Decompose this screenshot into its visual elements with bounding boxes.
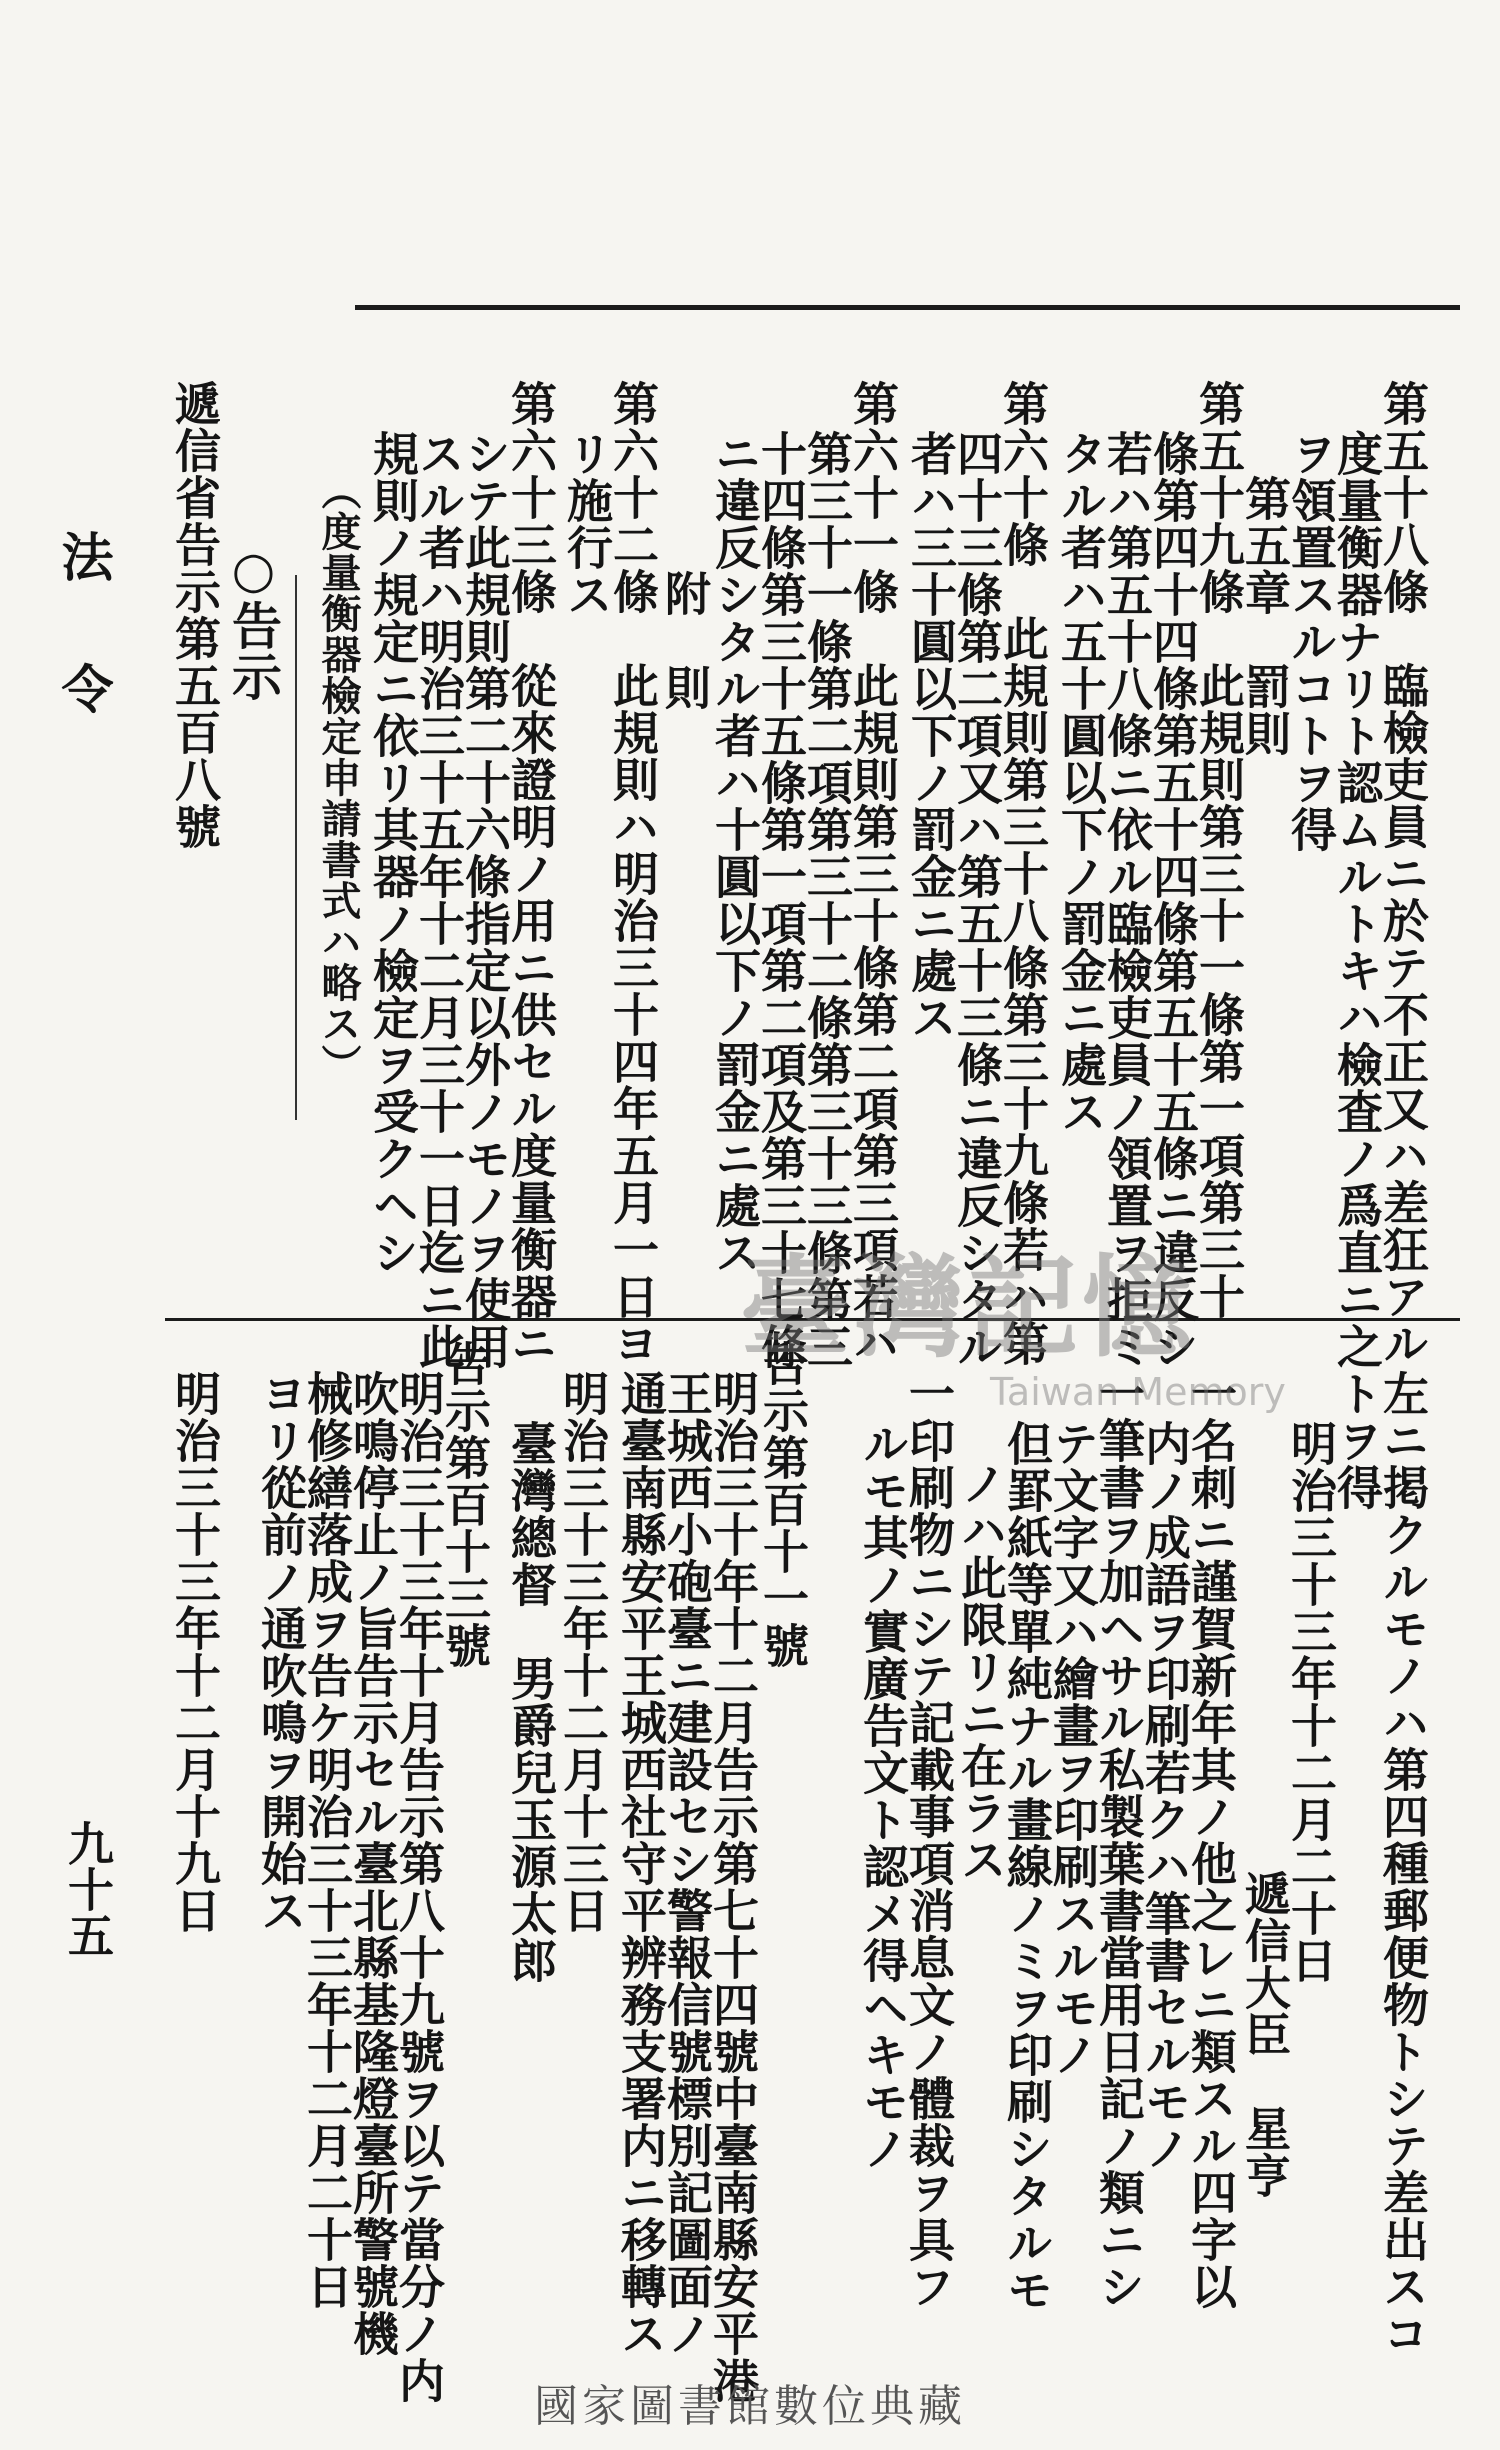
lower-col: 内ノ成語ヲ印刷若クハ筆書セルモノ: [1138, 1420, 1192, 2172]
notice-divider: [295, 575, 297, 1120]
upper-col: （度量衡器檢定申請書式ハ略ス）: [315, 470, 362, 1085]
upper-col: ニ違反シタル者ハ十圓以下ノ罰金ニ處ス: [708, 430, 762, 1276]
upper-col: 十四條第三十五條第一項第二項及第三十七條: [754, 430, 808, 1370]
upper-col: 者ハ三十圓以下ノ罰金ニ處ス: [904, 430, 958, 1041]
page-number: 九十五: [61, 1820, 115, 1958]
upper-col: 四十三條第二項又ハ第五十三條ニ違反シタル: [950, 430, 1004, 1370]
lower-col: 告示第百十三號: [438, 1340, 492, 1669]
upper-col: 遞信省告示第五百八號: [168, 380, 222, 850]
upper-col: 度量衡器ナリト認ムルトキハ檢査ノ爲直ニ之: [1330, 430, 1384, 1370]
lower-col: 遞信大臣 星亨: [1238, 1870, 1292, 2199]
watermark-text: 臺灣記憶: [740, 1244, 1196, 1372]
lower-col: 明治三十三年十二月十三日: [556, 1370, 610, 1934]
upper-col: ヲ領置スルコトヲ得: [1284, 430, 1338, 853]
upper-col: 條第四十四條第五十四條第五十五條ニ違反シ: [1146, 430, 1200, 1370]
upper-col: 若ハ第五十八條ニ依ル臨檢吏員ノ領置ヲ拒ミ: [1100, 430, 1154, 1370]
lower-col: 明治三十三年十月告示第八十九號ヲ以テ當分ノ内: [392, 1370, 446, 2404]
upper-col: 第五十九條 此規則第三十一條第一項第三十: [1192, 380, 1246, 1320]
lower-col: ヨリ從前ノ通吹鳴ヲ開始ス: [254, 1370, 308, 1934]
lower-col: テ文字又ハ繪畫ヲ印刷スルモノ: [1046, 1420, 1100, 2078]
top-rule: [355, 305, 1460, 310]
lower-col: 明治三十年十二月告示第七十四號中臺南縣安平港: [706, 1370, 760, 2404]
lower-col: 明治三十三年十二月十九日: [168, 1370, 222, 1934]
upper-col: リ施行ス: [560, 430, 614, 618]
upper-col: 第五章 罰則: [1238, 475, 1292, 757]
lower-col: トヲ得: [1330, 1370, 1384, 1511]
upper-col: 第六十條 此規則第三十八條第三十九條若ハ第: [996, 380, 1050, 1367]
lower-col: 但罫紙等單純ナル畫線ノミヲ印刷シタルモ: [1000, 1420, 1054, 2313]
lower-col: 一筆書ヲ加ヘサル私製葉書當用日記ノ類ニシ: [1092, 1370, 1146, 2310]
upper-col: 第六十三條 從來證明ノ用ニ供セル度量衡器ニ: [504, 380, 558, 1367]
upper-col: 第三十一條第二項第三十二條第三十三條第三: [800, 430, 854, 1370]
upper-col: シテ此規則第二十六條指定以外ノモノヲ使用: [458, 430, 512, 1370]
footer-credit: 國家圖書館數位典藏: [534, 2381, 966, 2432]
lower-col: 吹鳴停止ノ旨告示セル臺北縣基隆燈臺所警號機: [346, 1370, 400, 2357]
watermark: [740, 1220, 1286, 1414]
watermark-subtext: Taiwan Memory: [990, 1370, 1286, 1414]
lower-col: 臺灣總督 男爵兒玉源太郎: [504, 1420, 558, 1984]
upper-col: 附 則: [658, 570, 712, 711]
lower-col: 明治三十三年十二月二十日: [1284, 1420, 1338, 1984]
lower-col: 械修繕落成ヲ告ケ明治三十三年十二月二十日: [300, 1370, 354, 2310]
upper-col: タル者ハ五十圓以下ノ罰金ニ處ス: [1054, 430, 1108, 1135]
lower-col: 通臺南縣安平王城西社守平辨務支署内ニ移轉ス: [614, 1370, 668, 2357]
upper-col: 第五十八條 臨檢吏員ニ於テ不正又ハ差狂アル: [1376, 380, 1430, 1367]
notice-heading: ○告示: [224, 540, 283, 702]
lower-col: ルモ其ノ實廣告文ト認メ得ヘキモノ: [856, 1420, 910, 2172]
lower-col: 一印刷物ニシテ記載事項消息文ノ體裁ヲ具フ: [902, 1370, 956, 2310]
page-header: 法令: [52, 530, 113, 794]
lower-col: 告示第百十一號: [756, 1340, 810, 1669]
upper-col: 規則ノ規定ニ依リ其器ノ檢定ヲ受クヘシ: [366, 430, 420, 1276]
upper-col: 第六十一條 此規則第三十條第二項第三項若ハ: [846, 380, 900, 1367]
lower-col: 王城西小砲臺ニ建設セシ警報信號標別記圖面ノ: [660, 1370, 714, 2357]
upper-col: 第六十二條 此規則ハ明治三十四年五月一日ヨ: [606, 380, 660, 1367]
upper-col: スル者ハ明治三十五年十二月三十一日迄ニ此: [412, 430, 466, 1370]
lower-col: 左ニ掲クルモノハ第四種郵便物トシテ差出スコ: [1376, 1370, 1430, 2357]
lower-col: ノハ此限リニ在ラス: [954, 1460, 1008, 1883]
lower-col: 一名刺ニ謹賀新年其ノ他之レニ類スル四字以: [1184, 1370, 1238, 2310]
